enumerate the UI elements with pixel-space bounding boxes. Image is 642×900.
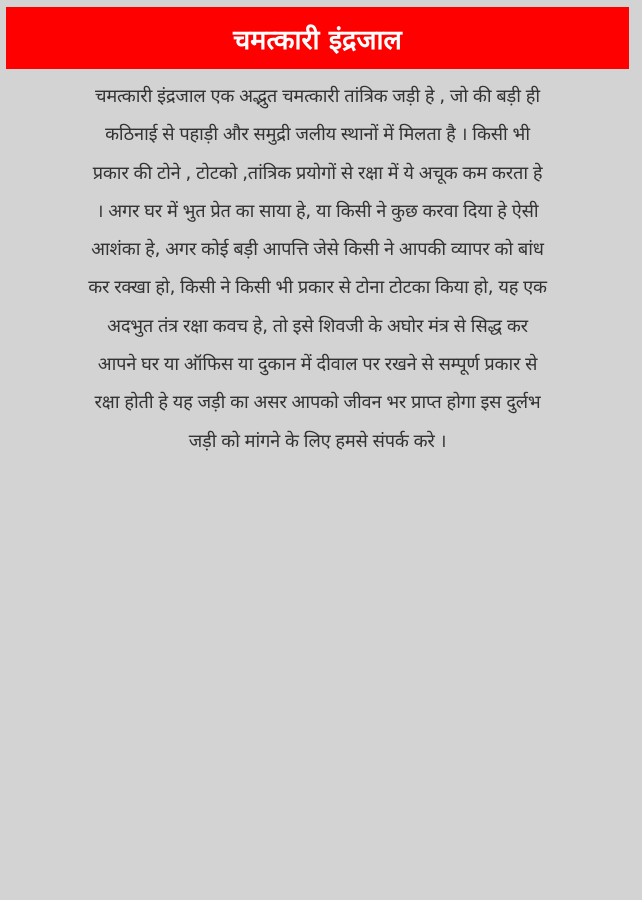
description-line-9: रक्षा होती हे यह जड़ी का असर आपको जीवन भर प्राप्त होगा इस दुर्लभ: [94, 392, 541, 414]
page-title-banner: [6, 7, 629, 69]
description-text: [6, 78, 629, 461]
description-line-8: आपने घर या ऑफिस या दुकान में दीवाल पर रखने से सम्पूर्ण प्रकार से: [97, 354, 538, 376]
description-line-3: प्रकार की टोने , टोटको ,तांत्रिक प्रयोगों से रक्षा में ये अचूक कम करता हे: [92, 162, 543, 184]
description-line-10: जड़ी को मांगने के लिए हमसे संपर्क करे ।: [188, 430, 447, 452]
description-line-5: आशंका हे, अगर कोई बड़ी आपत्ति जेसे किसी ने आपकी व्यापर को बांध: [91, 239, 544, 261]
page-title: चमत्कारी इंद्रजाल: [233, 24, 402, 56]
description-line-7: अदभुत तंत्र रक्षा कवच हे, तो इसे शिवजी के अघोर मंत्र से सिद्ध कर: [107, 315, 528, 337]
description-line-6: कर रक्खा हो, किसी ने किसी भी प्रकार से टोना टोटका किया हो, यह एक: [88, 277, 547, 299]
description-line-1: चमत्कारी इंद्रजाल एक अद्भुत चमत्कारी तांत्रिक जड़ी हे , जो की बड़ी ही: [95, 86, 540, 107]
description-line-2: कठिनाई से पहाड़ी और समुद्री जलीय स्थानों में मिलता है । किसी भी: [105, 124, 530, 146]
description-line-4: । अगर घर में भुत प्रेत का साया हे, या किसी ने कुछ करवा दिया हे ऐसी: [96, 200, 539, 222]
